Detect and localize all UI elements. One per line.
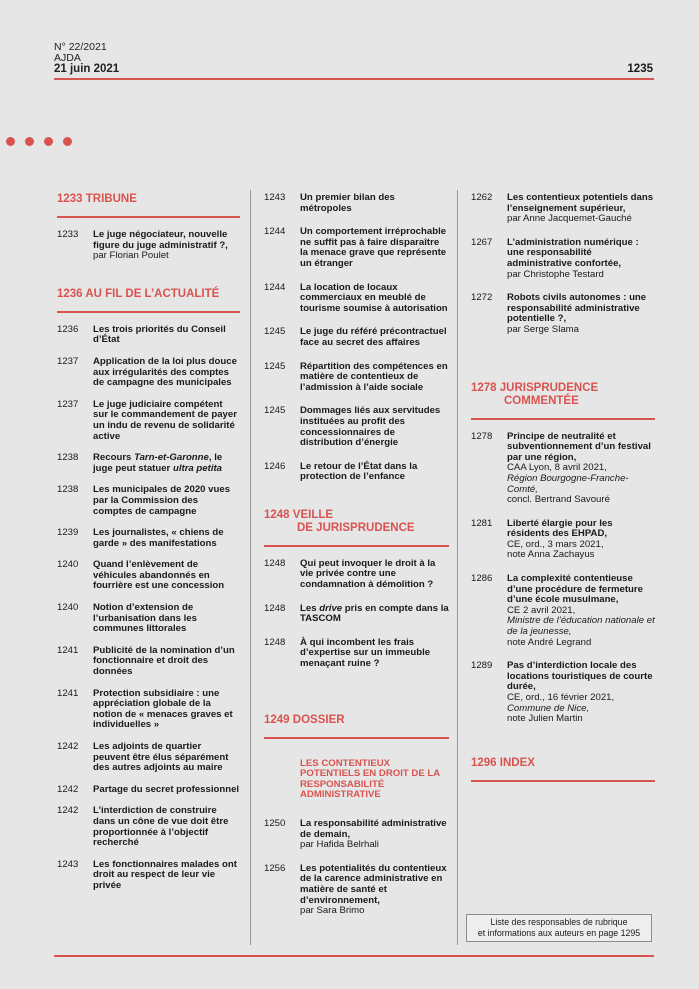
entry-text [507,238,655,280]
entry-text [300,864,449,917]
entry-text [93,528,240,549]
toc-entry [471,293,655,335]
toc-entry [471,574,655,648]
entry-text [93,860,240,892]
entry-title: Application de la loi plus douce aux irrégularités des comptes de campagne des municipales [93,355,237,389]
entry-page-number: 1233 [57,229,79,240]
entry-title: Un premier bilan des métropoles [300,192,395,214]
entry-page-number: 1241 [57,687,79,699]
toc-entry [264,638,449,670]
entry-author: par Anne Jacquemet-Gauché [507,213,632,225]
toc-entry [264,604,449,625]
entry-page-number: 1248 [264,557,286,569]
entry-text [300,283,449,315]
toc-entry [264,406,449,448]
entry-text [300,362,449,394]
entry-page-number: 1246 [264,460,286,472]
section-heading: 1278 JURISPRUDENCE COMMENTÉE [471,382,655,420]
entry-page-number: 1248 [264,602,286,614]
entry-reference: CE 2 avril 2021, [507,604,576,616]
toc-entry [57,485,240,517]
section-heading: 1249 DOSSIER [264,714,449,739]
footer-rule [54,955,654,957]
issue-date: 21 juin 2021 [54,63,120,75]
entry-text [507,519,655,561]
entry-title: Protection subsidiaire : une appréciation globale de la notion de « menaces graves et individuelles » [93,687,233,731]
toc-entry [57,230,240,262]
toc-entry [264,193,449,214]
masthead [54,42,119,75]
toc-entry [471,519,655,561]
entry-page-number: 1239 [57,527,79,539]
section-heading: 1248 VEILLE DE JURISPRUDENCE [264,509,449,547]
entry-text [300,227,449,269]
column-separator [457,190,458,945]
entry-text [93,325,240,346]
entry-page-number: 1237 [57,355,79,367]
entry-page-number: 1241 [57,644,79,656]
entry-text [93,785,240,796]
entry-text [507,574,655,648]
entry-page-number: 1244 [264,281,286,293]
entry-page-number: 1250 [264,818,286,829]
entry-title: Les municipales de 2020 vues par la Commission des comptes de campagne [93,484,231,517]
entry-text [93,230,240,262]
section-heading-line: DE JURISPRUDENCE [297,521,415,534]
entry-text [93,453,240,474]
section-heading: 1233 TRIBUNE [57,193,240,218]
entry-text [93,357,240,389]
entry-reference: note Anna Zachayus [507,549,595,561]
entry-title: Principe de neutralité et subventionnement d’un festival par une région, [507,430,651,463]
toc-entry [57,560,240,592]
entry-text [93,742,240,774]
column-separator [250,190,251,945]
toc-entry [57,742,240,774]
entry-title: La complexité contentieuse d’une procédure de fermeture d’une école musulmane, [507,573,643,606]
toc-entry [57,689,240,731]
entry-title: Répartition des compétences en matière de contentieux de l’admission à l’aide sociale [300,360,448,393]
entry-text [300,604,449,625]
entry-page-number: 1242 [57,783,79,795]
decorative-dots [6,133,82,151]
entry-page-number: 1278 [471,430,493,442]
entry-page-number: 1238 [57,484,79,496]
toc-entry [57,646,240,678]
entry-page-number: 1242 [57,805,79,817]
entry-page-number: 1238 [57,452,79,464]
entry-page-number: 1236 [57,323,79,335]
header-rule [54,78,654,80]
entry-title: Un comportement irréprochable ne suffit pas à faire disparaître la menace grave que représente un étranger [300,226,447,269]
dot-icon [6,137,15,146]
toc-entry [57,325,240,346]
dot-icon [44,137,53,146]
section-heading: 1296 INDEX [471,757,655,782]
entry-title: Partage du secret professionnel [93,783,240,795]
entry-text [300,462,449,483]
entry-title: La responsabilité administrative de demain, [300,818,447,840]
entry-title: Le retour de l’État dans la protection de l’enfance [300,460,418,483]
journal-name: AJDA [54,52,81,64]
entry-text [300,819,449,851]
entry-title: Robots civils autonomes : une responsabilité administrative potentielle ?, [507,292,647,325]
entry-title: Les adjoints de quartier peuvent être élus séparément des autres adjoints au maire [93,741,229,774]
entry-text [300,638,449,670]
entry-title: À qui incombent les frais d’expertise sur un immeuble menaçant ruine ? [300,636,431,670]
toc-entry [57,357,240,389]
entry-text [507,432,655,506]
toc-entry [264,327,449,348]
entry-text [300,406,449,448]
entry-reference: CE, ord., 16 février 2021, [507,692,615,703]
entry-title: Les contentieux potentiels dans l’enseignement supérieur, [507,192,654,214]
entry-title: La location de locaux commerciaux en meublé de tourisme soumise à autorisation [300,281,448,314]
entry-text [507,661,655,725]
toc-column-2 [264,193,449,930]
toc-entry [57,400,240,442]
entry-page-number: 1272 [471,292,493,304]
toc-entry [471,432,655,506]
editorial-note-line: Liste des responsables de rubrique [490,917,628,927]
entry-page-number: 1262 [471,192,493,203]
editorial-note [466,914,652,942]
entry-page-number: 1245 [264,360,286,372]
toc-entry [57,785,240,796]
entry-title: Le juge judiciaire compétent sur le commandement de payer un indu de revenu de solidarité active [93,398,237,442]
entry-page-number: 1245 [264,326,286,338]
dot-icon [25,137,34,146]
toc-column-1 [57,193,240,903]
entry-author: par Florian Poulet [93,250,169,262]
entry-author: par Serge Slama [507,323,579,335]
entry-text [93,689,240,731]
entry-reference: Ministre de l’éducation nationale et de la jeunesse, [507,615,655,638]
entry-text [300,193,449,214]
entry-text [93,400,240,442]
entry-title: Les drive pris en compte dans la TASCOM [300,602,449,625]
entry-title: Les journalistes, « chiens de garde » des manifestations [93,527,224,549]
entry-page-number: 1237 [57,398,79,410]
toc-entry [264,559,449,591]
toc-entry [264,819,449,851]
toc-entry [264,283,449,315]
entry-title: Pas d’interdiction locale des locations touristiques de courte durée, [507,660,653,693]
toc-column-3 [471,193,655,794]
entry-title: Les trois priorités du Conseil d’État [93,323,226,346]
entry-text [93,560,240,592]
entry-page-number: 1281 [471,517,493,529]
toc-entry [471,238,655,280]
issue-number: N° 22/2021 [54,41,107,53]
entry-author: par Hafida Belrhali [300,839,379,851]
toc-entry [264,462,449,483]
toc-entry [264,362,449,394]
entry-page-number: 1286 [471,573,493,585]
entry-text [93,806,240,848]
toc-entry [471,661,655,725]
entry-reference: CE, ord., 3 mars 2021, [507,538,604,550]
entry-page-number: 1242 [57,741,79,752]
entry-title: Qui peut invoquer le droit à la vie privée contre une condamnation à démolition ? [300,557,436,591]
entry-text [507,193,655,225]
entry-title: Les potentialités du contentieux de la carence administrative en matière de santé et d’environnement, [300,862,447,906]
entry-reference: note Julien Martin [507,713,583,725]
entry-text [93,485,240,517]
page-number: 1235 [627,63,653,75]
entry-page-number: 1240 [57,602,79,614]
entry-page-number: 1267 [471,236,493,248]
entry-title: Recours Tarn-et-Garonne, le juge peut statuer ultra petita [93,452,223,474]
entry-author: par Sara Brimo [300,905,365,917]
entry-page-number: 1248 [264,636,286,648]
dossier-title: LES CONTENTIEUX POTENTIELS EN DROIT DE LA RESPONSABILITÉ ADMINISTRATIVE [300,757,440,801]
toc-entry [57,528,240,549]
toc-entry [57,860,240,892]
entry-title: Le juge négociateur, nouvelle figure du juge administratif ?, [93,229,228,251]
toc-entry [57,603,240,635]
entry-reference: CAA Lyon, 8 avril 2021, [507,462,607,474]
entry-reference: Commune de Nice, [507,702,590,714]
entry-text [507,293,655,335]
entry-title: L’interdiction de construire dans un cône de vue doit être proportionnée à l’objectif recherché [93,805,229,849]
entry-reference: concl. Bertrand Savouré [507,494,610,506]
entry-title: Les fonctionnaires malades ont droit au respect de leur vie privée [93,858,237,891]
entry-reference: Région Bourgogne-Franche-Comté, [507,472,629,495]
toc-entry [264,864,449,917]
entry-page-number: 1245 [264,405,286,417]
entry-title: Dommages liés aux servitudes instituées au profit des concessionnaires de distribution d’énergie [300,405,441,449]
entry-author: par Christophe Testard [507,268,604,280]
entry-title: Quand l’enlèvement de véhicules abandonnés en fourrière est une concession [93,559,225,592]
toc-entry [264,227,449,269]
entry-title: Liberté élargie pour les résidents des EHPAD, [507,517,613,540]
entry-title: L’administration numérique : une responsabilité administrative confortée, [507,236,639,269]
entry-title: Le juge du référé précontractuel face au secret des affaires [300,326,447,348]
entry-title: Notion d’extension de l’urbanisation dans les communes littorales [93,602,197,635]
dot-icon [63,137,72,146]
toc-entry [471,193,655,225]
toc-entry [57,806,240,848]
entry-text [93,603,240,635]
entry-text [93,646,240,678]
entry-page-number: 1243 [264,192,286,203]
entry-title: Publicité de la nomination d’un fonctionnaire et droit des données [93,644,235,678]
toc-entry [57,453,240,474]
section-heading-line: COMMENTÉE [504,394,579,407]
entry-reference: note André Legrand [507,636,592,648]
section-heading: 1236 AU FIL DE L’ACTUALITÉ [57,288,240,313]
entry-page-number: 1240 [57,559,79,571]
entry-page-number: 1289 [471,660,493,672]
editorial-note-line: et informations aux auteurs en page 1295 [477,927,641,938]
entry-page-number: 1256 [264,862,286,874]
entry-page-number: 1244 [264,226,286,238]
entry-page-number: 1243 [57,858,79,870]
entry-text [300,559,449,591]
entry-text [300,327,449,348]
